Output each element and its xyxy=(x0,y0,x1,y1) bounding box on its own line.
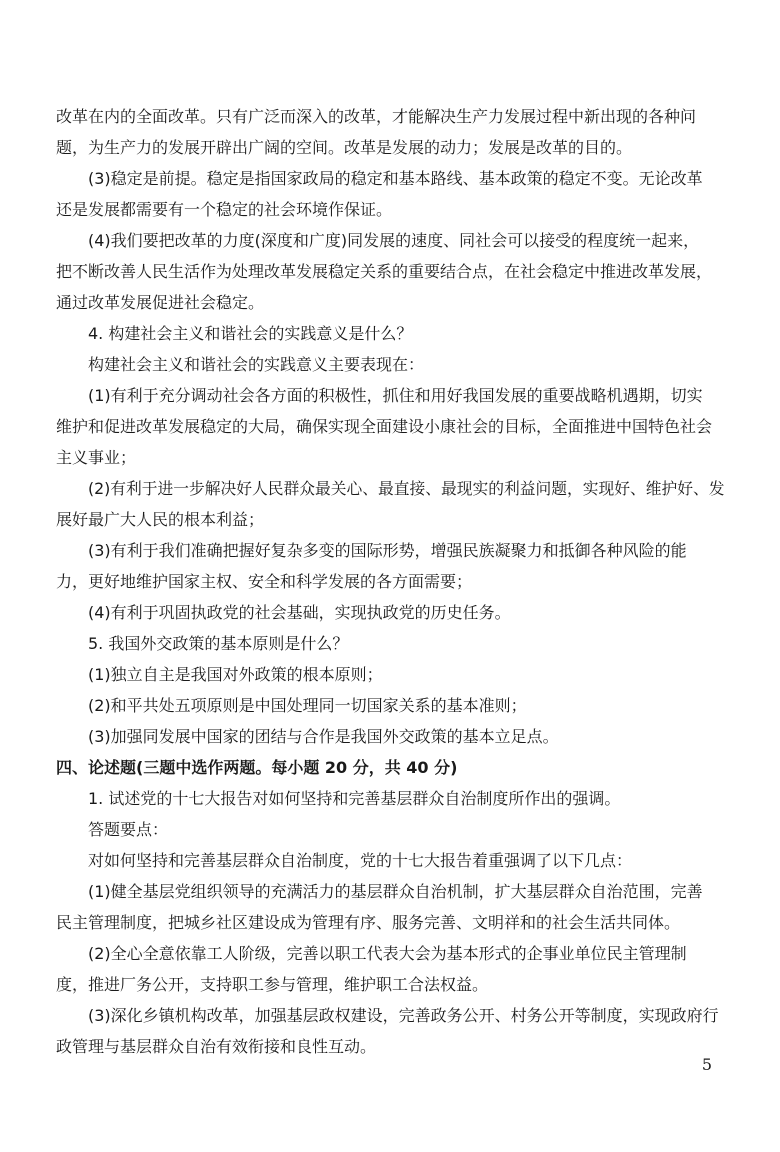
text-line: 政管理与基层群众自治有效衔接和良性互动。 xyxy=(56,1037,377,1056)
text-line: 度，推进厂务公开，支持职工参与管理，维护职工合法权益。 xyxy=(56,975,489,994)
text-line: (4)我们要把改革的力度(深度和广度)同发展的速度、同社会可以接受的程度统一起来， xyxy=(88,231,700,250)
text-line: 改革在内的全面改革。只有广泛而深入的改革，才能解决生产力发展过程中新出现的各种问 xyxy=(56,107,697,126)
page-body-text xyxy=(56,101,728,1062)
text-line: 题，为生产力的发展开辟出广阔的空间。改革是发展的动力；发展是改革的目的。 xyxy=(56,138,633,157)
text-line: 对如何坚持和完善基层群众自治制度，党的十七大报告着重强调了以下几点： xyxy=(88,851,633,870)
text-line: (3)深化乡镇机构改革，加强基层政权建设，完善政务公开、村务公开等制度，实现政府行 xyxy=(88,1006,719,1025)
section-heading: 四、论述题(三题中选作两题。每小题 20 分，共 40 分) xyxy=(56,758,458,777)
text-line: 4. 构建社会主义和谐社会的实践意义是什么？ xyxy=(88,324,413,343)
page-number: 5 xyxy=(701,1055,712,1074)
text-line: 展好最广大人民的根本利益； xyxy=(56,510,265,529)
text-line: (1)独立自主是我国对外政策的根本原则； xyxy=(88,665,383,684)
text-line: (3)加强同发展中国家的团结与合作是我国外交政策的基本立足点。 xyxy=(88,727,559,746)
text-line: 力，更好地维护国家主权、安全和科学发展的各方面需要； xyxy=(56,572,473,591)
text-line: 民主管理制度，把城乡社区建设成为管理有序、服务完善、文明祥和的社会生活共同体。 xyxy=(56,913,681,932)
text-line: 维护和促进改革发展稳定的大局，确保实现全面建设小康社会的目标，全面推进中国特色社会 xyxy=(56,417,713,436)
text-line: 把不断改善人民生活作为处理改革发展稳定关系的重要结合点，在社会稳定中推进改革发展， xyxy=(56,262,713,281)
text-line: 主义事业； xyxy=(56,448,137,467)
text-line: 还是发展都需要有一个稳定的社会环境作保证。 xyxy=(56,200,393,219)
text-line: (1)健全基层党组织领导的充满活力的基层群众自治机制，扩大基层群众自治范围，完善 xyxy=(88,882,703,901)
text-line: (3)有利于我们准确把握好复杂多变的国际形势，增强民族凝聚力和抵御各种风险的能 xyxy=(88,541,687,560)
text-line: 通过改革发展促进社会稳定。 xyxy=(56,293,265,312)
text-line: (1)有利于充分调动社会各方面的积极性，抓住和用好我国发展的重要战略机遇期，切实 xyxy=(88,386,703,405)
text-line: (2)有利于进一步解决好人民群众最关心、最直接、最现实的利益问题，实现好、维护好、发 xyxy=(88,479,725,498)
text-line: (4)有利于巩固执政党的社会基础，实现执政党的历史任务。 xyxy=(88,603,511,622)
text-line: 答题要点： xyxy=(88,820,169,839)
text-line: 构建社会主义和谐社会的实践意义主要表现在： xyxy=(88,355,425,374)
text-line: 5. 我国外交政策的基本原则是什么？ xyxy=(88,634,349,653)
text-line: 1. 试述党的十七大报告对如何坚持和完善基层群众自治制度所作出的强调。 xyxy=(88,789,621,808)
text-line: (2)全心全意依靠工人阶级，完善以职工代表大会为基本形式的企事业单位民主管理制 xyxy=(88,944,687,963)
text-line: (2)和平共处五项原则是中国处理同一切国家关系的基本准则； xyxy=(88,696,527,715)
text-line: (3)稳定是前提。稳定是指国家政局的稳定和基本路线、基本政策的稳定不变。无论改革 xyxy=(88,169,703,188)
